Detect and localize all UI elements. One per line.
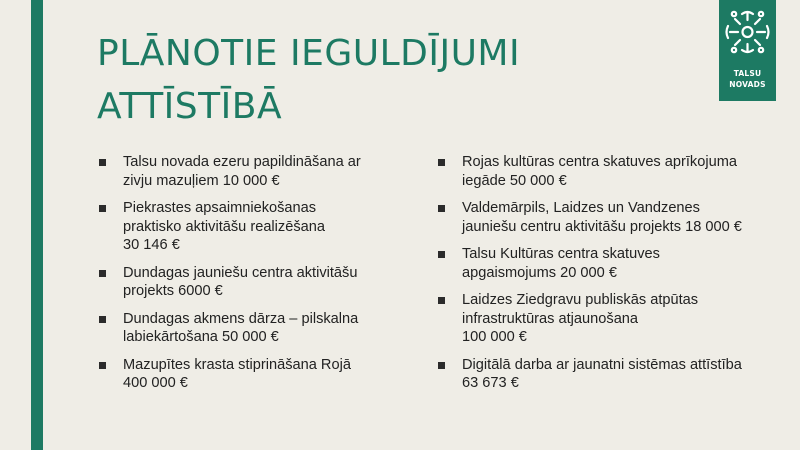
square-bullet-icon bbox=[99, 362, 106, 369]
list-item-text: apgaismojums 20 000 € bbox=[462, 264, 617, 281]
list-item-text: Piekrastes apsaimniekošanas bbox=[123, 200, 317, 216]
slide-title-line1: PLĀNOTIE IEGULDĪJUMI bbox=[97, 33, 521, 74]
right-bullet-list bbox=[436, 153, 786, 402]
list-item bbox=[97, 310, 397, 347]
list-item-text: Dundagas jauniešu centra aktivitāšu bbox=[123, 264, 358, 281]
square-bullet-icon bbox=[99, 270, 106, 277]
list-item-text: Laidzes Ziedgravu publiskās atpūtas bbox=[462, 292, 699, 308]
list-item-text: jauniešu centru aktivitāšu projekts 18 000 € bbox=[462, 218, 742, 235]
list-item-text: iegāde 50 000 € bbox=[462, 172, 567, 189]
list-item-text: Valdemārpils, Laidzes un Vandzenes bbox=[462, 200, 700, 216]
square-bullet-icon bbox=[438, 159, 445, 166]
square-bullet-icon bbox=[438, 362, 445, 369]
list-item-text: Rojas kultūras centra skatuves aprīkojuma bbox=[462, 154, 737, 170]
list-item bbox=[436, 245, 786, 282]
talsu-novads-logo bbox=[719, 0, 776, 101]
talsu-novads-emblem-icon bbox=[724, 8, 771, 60]
square-bullet-icon bbox=[99, 159, 106, 166]
logo-text bbox=[719, 68, 776, 90]
list-item-text: praktisko aktivitāšu realizēšana bbox=[123, 218, 325, 235]
list-item-text: labiekārtošana 50 000 € bbox=[123, 329, 279, 345]
square-bullet-icon bbox=[438, 205, 445, 212]
list-item-text: 400 000 € bbox=[123, 375, 188, 391]
slide-title bbox=[97, 27, 677, 133]
list-item-text: infrastruktūras atjaunošana bbox=[462, 310, 639, 327]
list-item bbox=[436, 356, 786, 393]
square-bullet-icon bbox=[99, 316, 106, 323]
logo-text-line2: NOVADS bbox=[729, 80, 766, 89]
list-item-text: Talsu Kultūras centra skatuves bbox=[462, 246, 660, 262]
list-item bbox=[97, 153, 397, 190]
square-bullet-icon bbox=[438, 251, 445, 258]
list-item-text: 30 146 € bbox=[123, 237, 180, 253]
list-item bbox=[97, 199, 397, 255]
list-item bbox=[436, 199, 786, 236]
list-item-text: zivju mazuļiem 10 000 € bbox=[123, 172, 280, 189]
list-item-text: Talsu novada ezeru papildināšana ar bbox=[123, 154, 361, 170]
square-bullet-icon bbox=[99, 205, 106, 212]
left-bullet-list bbox=[97, 153, 397, 402]
list-item-text: 100 000 € bbox=[462, 329, 527, 345]
list-item bbox=[97, 356, 397, 393]
list-item-text: Dundagas akmens dārza – pilskalna bbox=[123, 310, 359, 327]
list-item-text: 63 673 € bbox=[462, 375, 519, 391]
list-item bbox=[97, 264, 397, 301]
logo-text-line1: TALSU bbox=[733, 69, 762, 78]
list-item bbox=[436, 291, 786, 347]
list-item bbox=[436, 153, 786, 190]
list-item-text: Digitālā darba ar jaunatni sistēmas attīstība bbox=[462, 356, 742, 373]
list-item-text: projekts 6000 € bbox=[123, 283, 223, 299]
square-bullet-icon bbox=[438, 297, 445, 304]
slide-title-line2: ATTĪSTĪBĀ bbox=[97, 86, 283, 127]
left-accent-stripe bbox=[31, 0, 43, 450]
list-item-text: Mazupītes krasta stiprināšana Rojā bbox=[123, 356, 351, 373]
